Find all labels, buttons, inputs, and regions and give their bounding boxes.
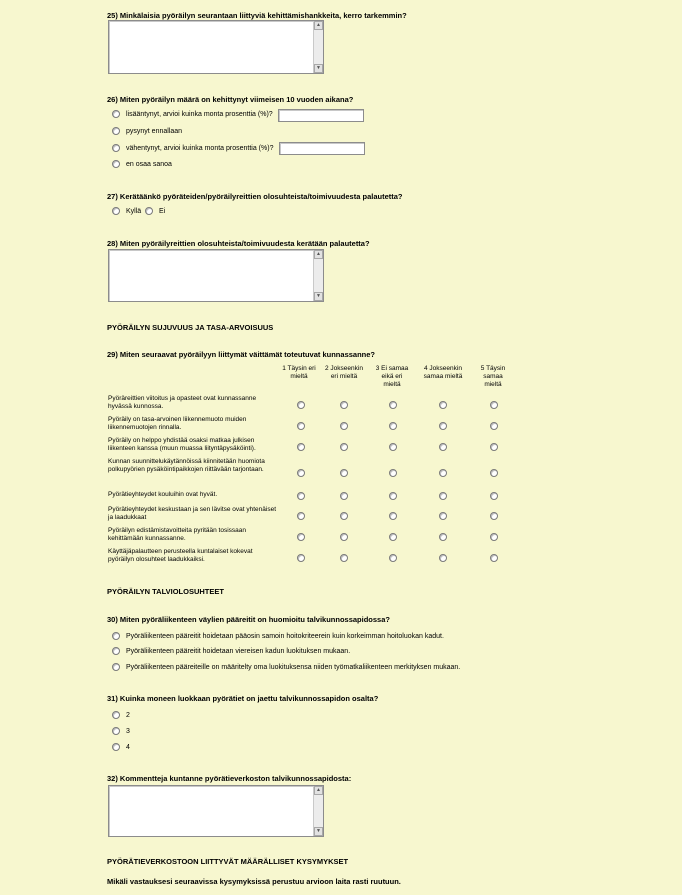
- matrix-row-label: Kunnan suunnittelukäytännöissä kiinnitetään huomiota polkupyörien pysäköintipaikkojen riittävään tarjontaan.: [108, 458, 265, 473]
- matrix-radio-button[interactable]: [490, 512, 498, 520]
- matrix-radio-button[interactable]: [389, 512, 397, 520]
- estimate-note: Mikäli vastauksesi seuraavissa kysymyksissä perustuu arvioon laita rasti ruutuun.: [107, 877, 401, 886]
- option-label: 4: [126, 743, 130, 751]
- matrix-row-label: Pyöräily on helppo yhdistää osaksi matkaa julkisen liikenteen kanssa (muun muassa liityntäpysäköinti).: [108, 437, 256, 452]
- matrix-radio-button[interactable]: [389, 401, 397, 409]
- question-32-textarea[interactable]: [108, 785, 324, 837]
- q26-option-increased[interactable]: [112, 110, 273, 118]
- radio-button[interactable]: [112, 711, 120, 719]
- option-label: Pyöräliikenteen pääreiteille on määritelty oma luokituksensa niiden työmatkaliikenteen merkityksen mukaan.: [126, 663, 461, 671]
- matrix-radio-button[interactable]: [297, 492, 305, 500]
- section-heading-fluency: PYÖRÄILYN SUJUVUUS JA TASA-ARVOISUUS: [107, 323, 274, 332]
- matrix-radio-button[interactable]: [439, 554, 447, 562]
- radio-button[interactable]: [145, 207, 153, 215]
- matrix-radio-button[interactable]: [340, 554, 348, 562]
- scroll-down-icon[interactable]: ▼: [314, 292, 323, 301]
- radio-button[interactable]: [112, 207, 120, 215]
- option-label: vähentynyt, arvioi kuinka monta prosenttia (%)?: [126, 144, 274, 152]
- question-32-title: 32) Kommentteja kuntanne pyörätieverkoston talvikunnossapidosta:: [107, 774, 352, 783]
- scale-header-2: 2 Jokseenkin eri mieltä: [325, 365, 363, 380]
- matrix-radio-button[interactable]: [389, 422, 397, 430]
- question-30-title: 30) Miten pyöräliikenteen väylien pääreitit on huomioitu talvikunnossapidossa?: [107, 615, 390, 624]
- q27-option-no[interactable]: [145, 207, 165, 215]
- matrix-radio-button[interactable]: [490, 554, 498, 562]
- matrix-row-label: Käyttäjäpalautteen perusteella kuntalaiset kokevat pyöräilyn olosuhteet laadukkaiksi.: [108, 548, 253, 563]
- q31-option-2[interactable]: [112, 711, 130, 719]
- scrollbar[interactable]: [313, 786, 323, 836]
- matrix-row-label: Pyöräily on tasa-arvoinen liikennemuoto muiden liikennemuotojen rinnalla.: [108, 416, 247, 431]
- radio-button[interactable]: [112, 110, 120, 118]
- matrix-radio-button[interactable]: [389, 492, 397, 500]
- matrix-radio-button[interactable]: [490, 422, 498, 430]
- question-25-title: 25) Minkälaisia pyöräilyn seurantaan liittyviä kehittämishankkeita, kerro tarkemmin?: [107, 11, 407, 20]
- section-heading-winter: PYÖRÄILYN TALVIOLOSUHTEET: [107, 587, 224, 596]
- q30-option-1[interactable]: [112, 632, 444, 640]
- q31-option-3[interactable]: [112, 727, 130, 735]
- matrix-radio-button[interactable]: [340, 533, 348, 541]
- matrix-radio-button[interactable]: [389, 469, 397, 477]
- question-26-title: 26) Miten pyöräilyn määrä on kehittynyt viimeisen 10 vuoden aikana?: [107, 95, 354, 104]
- matrix-radio-button[interactable]: [389, 554, 397, 562]
- scroll-down-icon[interactable]: ▼: [314, 827, 323, 836]
- question-25-textarea[interactable]: [108, 20, 324, 74]
- matrix-row-label: Pyörätieyhteydet kouluihin ovat hyvät.: [108, 491, 218, 498]
- scrollbar[interactable]: [313, 21, 323, 73]
- matrix-radio-button[interactable]: [297, 512, 305, 520]
- matrix-radio-button[interactable]: [297, 554, 305, 562]
- option-label: pysynyt ennallaan: [126, 127, 183, 135]
- matrix-radio-button[interactable]: [340, 443, 348, 451]
- matrix-radio-button[interactable]: [490, 401, 498, 409]
- matrix-row-label: Pyörätieyhteydet keskustaan ja sen lävitse ovat yhtenäiset ja laadukkaat: [108, 506, 277, 521]
- matrix-radio-button[interactable]: [439, 469, 447, 477]
- scale-header-5: 5 Täysin samaa mieltä: [480, 365, 506, 388]
- matrix-radio-button[interactable]: [490, 469, 498, 477]
- question-28-title: 28) Miten pyöräilyreittien olosuhteista/toimivuudesta kerätään palautetta?: [107, 239, 370, 248]
- radio-button[interactable]: [112, 127, 120, 135]
- matrix-radio-button[interactable]: [297, 422, 305, 430]
- matrix-radio-button[interactable]: [439, 401, 447, 409]
- matrix-radio-button[interactable]: [340, 422, 348, 430]
- q26-option-decreased[interactable]: [112, 144, 273, 152]
- option-label: en osaa sanoa: [126, 160, 172, 168]
- scale-header-3: 3 Ei samaa eikä eri mieltä: [375, 365, 409, 388]
- question-29-title: 29) Miten seuraavat pyöräilyyn liittymät väittämät toteutuvat kunnassanne?: [107, 350, 375, 359]
- matrix-radio-button[interactable]: [490, 533, 498, 541]
- radio-button[interactable]: [112, 144, 120, 152]
- matrix-radio-button[interactable]: [439, 422, 447, 430]
- scroll-up-icon[interactable]: ▲: [314, 250, 323, 259]
- option-label: Ei: [159, 207, 166, 215]
- matrix-radio-button[interactable]: [297, 443, 305, 451]
- option-label: lisääntynyt, arvioi kuinka monta prosenttia (%)?: [126, 110, 273, 118]
- matrix-radio-button[interactable]: [389, 533, 397, 541]
- matrix-radio-button[interactable]: [340, 469, 348, 477]
- q30-option-3[interactable]: [112, 663, 460, 671]
- question-28-textarea[interactable]: [108, 249, 324, 302]
- matrix-radio-button[interactable]: [439, 512, 447, 520]
- option-label: Pyöräliikenteen pääreitit hoidetaan viereisen kadun luokituksen mukaan.: [126, 647, 351, 655]
- matrix-radio-button[interactable]: [389, 443, 397, 451]
- section-heading-quantitative: PYÖRÄTIEVERKOSTOON LIITTYVÄT MÄÄRÄLLISET KYSYMYKSET: [107, 857, 349, 866]
- q26-option-dont-know[interactable]: [112, 160, 172, 168]
- matrix-radio-button[interactable]: [340, 401, 348, 409]
- q26-option-unchanged[interactable]: [112, 127, 182, 135]
- matrix-radio-button[interactable]: [439, 533, 447, 541]
- matrix-radio-button[interactable]: [490, 492, 498, 500]
- radio-button[interactable]: [112, 160, 120, 168]
- q26-increase-percent-input[interactable]: [278, 109, 364, 122]
- radio-button[interactable]: [112, 647, 120, 655]
- option-label: 3: [126, 727, 130, 735]
- matrix-radio-button[interactable]: [340, 492, 348, 500]
- scroll-up-icon[interactable]: ▲: [314, 21, 323, 30]
- radio-button[interactable]: [112, 632, 120, 640]
- matrix-radio-button[interactable]: [297, 533, 305, 541]
- radio-button[interactable]: [112, 743, 120, 751]
- matrix-radio-button[interactable]: [490, 443, 498, 451]
- scroll-up-icon[interactable]: ▲: [314, 786, 323, 795]
- matrix-radio-button[interactable]: [340, 512, 348, 520]
- matrix-radio-button[interactable]: [439, 443, 447, 451]
- option-label: 2: [126, 711, 130, 719]
- scale-header-1: 1 Täysin eri mieltä: [282, 365, 316, 380]
- option-label: Kyllä: [126, 207, 142, 215]
- option-label: Pyöräliikenteen pääreitit hoidetaan pääosin samoin hoitokriteerein kuin korkeimman hoitoluokan kadut.: [126, 632, 444, 640]
- matrix-radio-button[interactable]: [297, 401, 305, 409]
- matrix-row-label: Pyöräreittien viitoitus ja opasteet ovat kunnassanne hyvässä kunnossa.: [108, 395, 257, 410]
- scroll-down-icon[interactable]: ▼: [314, 64, 323, 73]
- scale-header-4: 4 Jokseenkin samaa mieltä: [423, 365, 463, 380]
- radio-button[interactable]: [112, 727, 120, 735]
- matrix-radio-button[interactable]: [439, 492, 447, 500]
- q30-option-2[interactable]: [112, 647, 350, 655]
- radio-button[interactable]: [112, 663, 120, 671]
- question-31-title: 31) Kuinka moneen luokkaan pyörätiet on jaettu talvikunnossapidon osalta?: [107, 694, 379, 703]
- q31-option-4[interactable]: [112, 743, 130, 751]
- question-27-title: 27) Kerätäänkö pyöräteiden/pyöräilyreittien olosuhteista/toimivuudesta palautetta?: [107, 192, 403, 201]
- matrix-row-label: Pyöräilyn edistämistavoitteita pyritään tosissaan kehittämään kunnassanne.: [108, 527, 247, 542]
- matrix-radio-button[interactable]: [297, 469, 305, 477]
- scrollbar[interactable]: [313, 250, 323, 301]
- q26-decrease-percent-input[interactable]: [279, 142, 365, 155]
- q27-option-yes[interactable]: [112, 207, 141, 215]
